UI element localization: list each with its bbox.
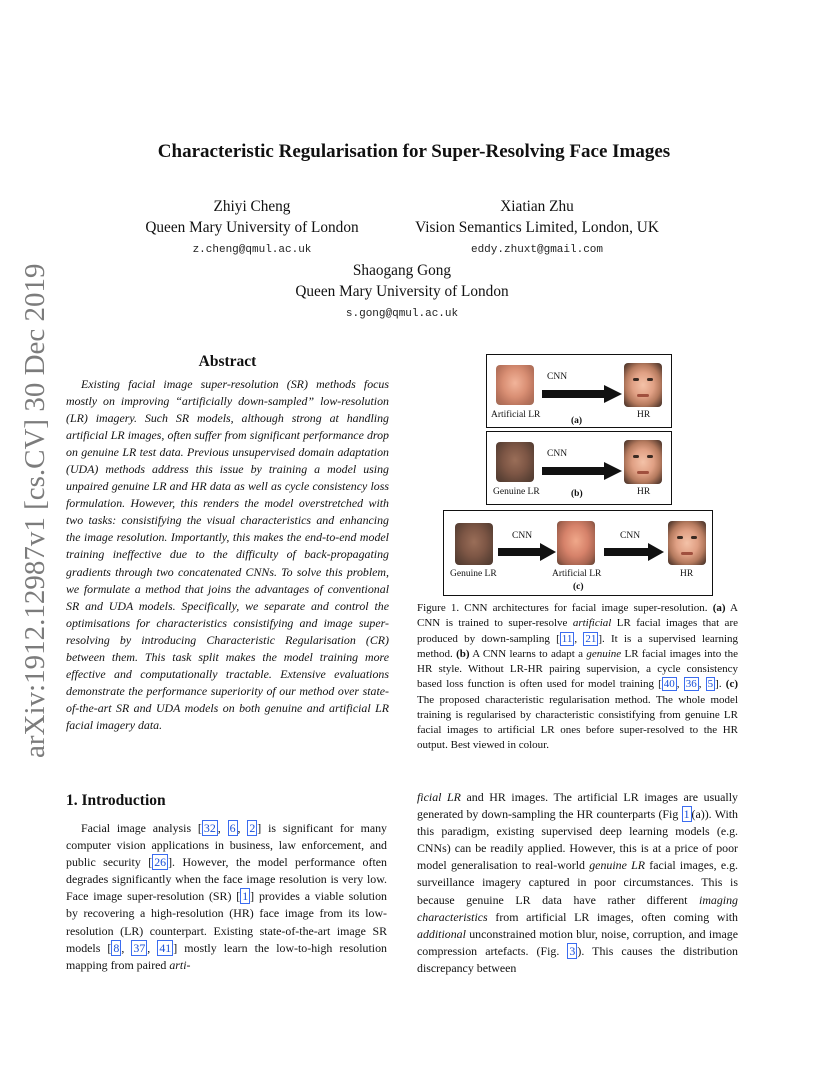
panel-tag: (c) [573,582,584,592]
hr-label: HR [637,410,651,420]
paper-title: Characteristic Regularisation for Super-Resolving Face Images [157,141,671,162]
abstract-heading: Abstract [198,353,257,370]
artificial-lr-label: Artificial LR [491,410,541,420]
citation-link[interactable]: 32 [203,821,216,835]
figure-panel-b [486,431,672,505]
author-affiliation: Queen Mary University of London [295,283,509,300]
author-name: Shaogang Gong [352,262,452,279]
hr-face-image [668,521,706,565]
arrow-icon [542,462,622,480]
citation-link[interactable]: 40 [663,678,675,691]
cnn-label: CNN [547,372,568,382]
intro-right-column: ficial LR and HR images. The artificial LR images are usually generated by down-sampling the HR counterparts (Fig 1 (a)). With this paradigm, existing supervised deep learning models (e.g. CNNs) can be readily applied. However, this is at a price of poor model generalisation to real-world genuine LR facial images, e.g. surveillance imagery captured in poor circumstances. This is because genuine LR data have rather different imaging characteristics from artificial LR images, often coming with additional unconstrained motion blur, noise, corruption, and image compression artefacts. (Fig. 3 ). This causes the distribution discrepancy between [417,790,738,975]
genuine-lr-face-image [455,523,493,565]
figure-1-caption: Figure 1. CNN architectures for facial image super-resolution. (a) A CNN is trained to super-resolve artificial LR facial images that are produced by down-sampling [ 11 , 21 ]. It is a supervised learning method. (b) A CNN learns to adapt a genuine LR facial images into the HR style. Without LR-HR pairing supervision, a cycle consistency based loss function is often used for model training [ 40 , 36 , 5 ]. (c) The proposed characteristic regularisation method. The whole model training is regularised by characteristic consistifying from genuine LR facial images to artificial LR ones before super-resolved to the HR output. Best viewed in colour. [417,602,739,752]
citation-link[interactable]: 8 [113,940,120,955]
hr-face-image [624,440,662,484]
citation-link[interactable]: 41 [159,940,172,955]
cnn-label: CNN [512,531,533,541]
author-email[interactable]: s.gong@qmul.ac.uk [345,308,459,320]
panel-tag: (a) [571,416,583,426]
arrow-icon [542,385,622,403]
author-name: Xiatian Zhu [500,198,574,215]
author-block-2 [400,196,674,261]
section-heading-introduction: 1. Introduction [66,792,166,809]
citation-link[interactable]: 37 [133,940,146,955]
author-block-1 [140,196,364,261]
genuine-lr-face-image [496,442,534,482]
artificial-lr-face-image [496,365,534,405]
citation-link[interactable]: 6 [229,821,236,835]
author-email[interactable]: eddy.zhuxt@gmail.com [470,244,604,256]
cnn-label: CNN [547,449,568,459]
citation-link[interactable]: 11 [561,632,573,645]
cnn-label: CNN [620,531,641,541]
citation-link[interactable]: 36 [685,678,697,691]
citation-link[interactable]: 26 [154,855,167,870]
panel-tag: (b) [571,489,583,499]
hr-label: HR [680,569,694,579]
hr-face-image [624,363,662,407]
genuine-lr-label: Genuine LR [450,569,497,579]
intro-left-column: Facial image analysis [ 32 , 6 , 2 ] is significant for many computer vision applications in business, law enforcement, and public security [ 26 ]. However, the model performance often degrades significantly when the face image resolution is very low. Face image super-resolution (SR) [ 1 ] provides a viable solution by recovering a high-resolution (HR) face image from its low-resolution (LR) counterpart. Existing state-of-the-art image SR models [ 8 , 37 , 41 ] mostly learn the low-to-high resolution mapping from paired arti- [66,821,387,972]
citation-link[interactable]: 5 [707,678,714,691]
abstract-text: Existing facial image super-resolution (SR) methods focus mostly on improving “artificially down-sampled” low-resolution (LR) imagery. Such SR models, although strong at handling artificial LR images, often suffer from significant performance drop on genuine LR test data. Previous unsupervised domain adaptation (UDA) methods address this issue by training a model using unpaired genuine LR and HR data as well as cycle consistency loss formulation. However, this renders the model overstretched with two tasks: consistifying the visual characteristics and enhancing the image resolution. Importantly, this makes the end-to-end model training ineffective due to the difficulty of back-propagating gradients through two concatenated CNNs. To solve this problem, we formulate a method that joins the advantages of conventional SR and UDA models. Specifically, we separate and control the optimisations for characteristics consistifying and image super-resolving by introducing Characteristic Regularisation (CR) between them. This task split makes the model training more effective and computationally tractable. Extensive evaluations demonstrate the performance superiority of our method over state-of-the-art SR and UDA models on both genuine and artificial LR facial imagery data. [66,377,389,732]
genuine-lr-label: Genuine LR [493,487,540,497]
artificial-lr-face-image [557,521,595,565]
author-affiliation: Vision Semantics Limited, London, UK [415,219,659,236]
author-block-3 [270,260,534,325]
figure-panel-a [486,354,672,428]
author-affiliation: Queen Mary University of London [145,219,359,236]
citation-link[interactable]: 1 [242,889,249,904]
arrow-icon [604,543,664,561]
citation-link[interactable]: 3 [569,943,576,958]
citation-link[interactable]: 1 [683,807,690,822]
arxiv-sidebar-stamp: arXiv:1912.12987v1 [cs.CV] 30 Dec 2019 [19,263,51,758]
artificial-lr-label: Artificial LR [552,569,602,579]
arrow-icon [498,543,556,561]
hr-label: HR [637,487,651,497]
author-email[interactable]: z.cheng@qmul.ac.uk [192,244,312,256]
citation-link[interactable]: 2 [249,821,256,835]
author-name: Zhiyi Cheng [213,198,291,215]
figure-panel-c [443,510,713,596]
citation-link[interactable]: 21 [585,632,597,645]
